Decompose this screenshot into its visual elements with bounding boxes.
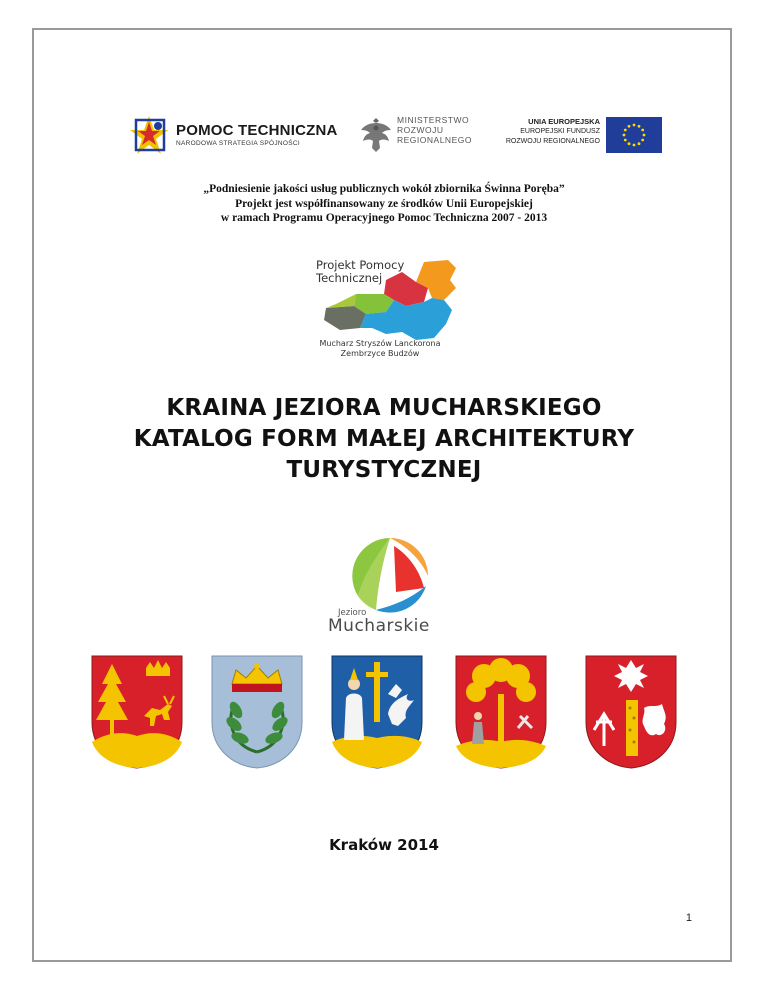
project-intro-line-1: „Podniesienie jakości usług publicznych wokół zbiornika Świnna Poręba” xyxy=(203,183,565,195)
eu-line-2: ROZWOJU REGIONALNEGO xyxy=(505,138,600,145)
eu-logo xyxy=(505,115,662,155)
ministry-line-1: MINISTERSTWO xyxy=(397,115,470,125)
main-title xyxy=(84,393,684,486)
project-intro xyxy=(120,182,648,226)
pomoc-subtitle: NARODOWA STRATEGIA SPÓJNOŚCI xyxy=(176,140,300,147)
project-logo-caption-line-1: Mucharz Stryszów Lanckorona xyxy=(319,339,441,348)
page-number: 1 xyxy=(685,912,692,924)
project-intro-line-3: w ramach Programu Operacyjnego Pomoc Techniczna 2007 - 2013 xyxy=(220,212,548,224)
main-title-line-2: KATALOG FORM MAŁEJ ARCHITEKTURY xyxy=(133,426,635,452)
coats-of-arms xyxy=(90,654,684,774)
coat-of-arms-4-icon xyxy=(454,654,548,770)
project-logo-title-line-2: Technicznej xyxy=(316,270,383,285)
lake-logo xyxy=(324,536,440,638)
place-date: Kraków 2014 xyxy=(329,836,439,854)
project-intro-line-2: Projekt jest współfinansowany ze środków Unii Europejskiej xyxy=(235,197,533,210)
page-frame xyxy=(32,28,732,962)
ministry-line-2: ROZWOJU xyxy=(397,125,444,135)
ministry-line-3: REGIONALNEGO xyxy=(397,135,472,145)
pomoc-title: POMOC TECHNICZNA xyxy=(176,122,338,139)
main-title-line-1: KRAINA JEZIORA MUCHARSKIEGO xyxy=(166,395,602,421)
star-icon xyxy=(128,114,170,156)
eu-text xyxy=(506,117,600,147)
eu-flag-icon xyxy=(606,117,662,153)
project-logo-title-line-1: Projekt Pomocy xyxy=(316,258,405,272)
eagle-icon xyxy=(359,114,393,154)
coat-of-arms-5-icon xyxy=(584,654,678,770)
ministry-logo xyxy=(359,114,489,158)
lake-logo-small: Jezioro xyxy=(338,608,367,618)
lake-logo-big: Mucharskie xyxy=(328,616,430,636)
coat-of-arms-1-icon xyxy=(90,654,184,770)
coat-of-arms-3-icon xyxy=(330,654,424,770)
coat-of-arms-2-icon xyxy=(210,654,304,770)
eu-line-1: EUROPEJSKI FUNDUSZ xyxy=(520,128,600,135)
project-logo-caption-line-2: Zembrzyce Budzów xyxy=(340,349,420,358)
project-logo-title xyxy=(316,259,404,284)
ministry-text xyxy=(397,115,472,145)
funding-logos xyxy=(126,112,662,158)
eu-title: UNIA EUROPEJSKA xyxy=(528,117,600,126)
lake-sail-icon xyxy=(350,536,430,616)
project-logo xyxy=(288,250,472,370)
main-title-line-3: TURYSTYCZNEJ xyxy=(286,457,482,483)
pomoc-techniczna-logo xyxy=(126,112,338,158)
project-logo-caption xyxy=(288,339,472,359)
